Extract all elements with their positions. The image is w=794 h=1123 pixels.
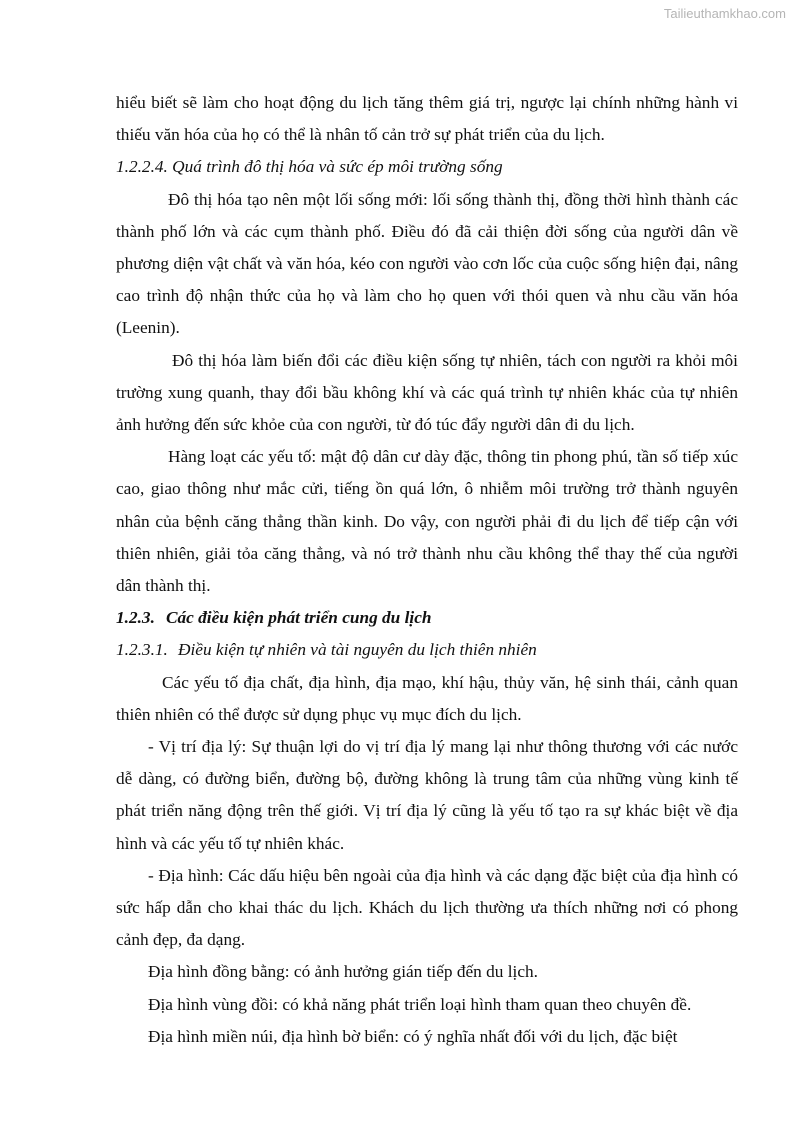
watermark: Tailieuthamkhao.com xyxy=(663,6,786,21)
paragraph: Đô thị hóa tạo nên một lối sống mới: lối sống thành thị, đồng thời hình thành các thành phố lớn và các cụm thành phố. Điều đó đã cải thiện đời sống của người dân về phương diện vật chất và văn hóa, kéo con người vào cơn lốc của cuộc sống hiện đại, nâng cao trình độ nhận thức của họ và làm cho họ quen với thói quen và nhu cầu văn hóa (Leenin). xyxy=(116,189,738,338)
paragraph: hiểu biết sẽ làm cho hoạt động du lịch tăng thêm giá trị, ngược lại chính những hành vi thiếu văn hóa của họ có thể là nhân tố cản trở sự phát triển của du lịch. xyxy=(116,93,738,145)
paragraph: Địa hình đồng bằng: có ảnh hưởng gián tiếp đến du lịch. xyxy=(148,962,538,982)
paragraph: Địa hình vùng đồi: có khả năng phát triển loại hình tham quan theo chuyên đề. xyxy=(148,994,692,1014)
subsection-title: Điều kiện tự nhiên và tài nguyên du lịch thiên nhiên xyxy=(178,640,537,660)
section-number: 1.2.3. xyxy=(116,608,155,628)
document-page xyxy=(116,87,738,1053)
paragraph: Hàng loạt các yếu tố: mật độ dân cư dày đặc, thông tin phong phú, tần số tiếp xúc cao, giao thông như mắc cửi, tiếng ồn quá lớn, ô nhiễm môi trường trở thành nguyên nhân của bệnh căng thẳng thần kinh. Do vậy, con người phải đi du lịch để tiếp cận với thiên nhiên, giải tỏa căng thẳng, và nó trở thành nhu cầu không thể thay thế của người dân thành thị. xyxy=(116,447,738,596)
subsection-heading: 1.2.2.4. Quá trình đô thị hóa và sức ép môi trường sống xyxy=(116,157,503,177)
paragraph: Địa hình miền núi, địa hình bờ biển: có ý nghĩa nhất đối với du lịch, đặc biệt xyxy=(148,1026,678,1046)
paragraph: Các yếu tố địa chất, địa hình, địa mạo, khí hậu, thủy văn, hệ sinh thái, cảnh quan thiên nhiên có thể được sử dụng phục vụ mục đích du lịch. xyxy=(116,672,738,724)
subsection-heading xyxy=(116,634,738,666)
section-title: Các điều kiện phát triển cung du lịch xyxy=(166,608,432,628)
subsection-number: 1.2.3.1. xyxy=(116,640,168,660)
list-item: - Địa hình: Các dấu hiệu bên ngoài của địa hình và các dạng đặc biệt của địa hình có sức hấp dẫn cho khai thác du lịch. Khách du lịch thường ưa thích những nơi có phong cảnh đẹp, đa dạng. xyxy=(116,865,738,950)
list-item: - Vị trí địa lý: Sự thuận lợi do vị trí địa lý mang lại như thông thương với các nước dễ dàng, có đường biển, đường bộ, đường không là trung tâm của những vùng kinh tế phát triển năng động trên thế giới. Vị trí địa lý cũng là yếu tố tạo ra sự khác biệt về địa hình và các yếu tố tự nhiên khác. xyxy=(116,737,738,853)
paragraph: Đô thị hóa làm biến đổi các điều kiện sống tự nhiên, tách con người ra khỏi môi trường xung quanh, thay đổi bầu không khí và các quá trình tự nhiên khác của tự nhiên ảnh hưởng đến sức khỏe của con người, từ đó túc đẩy người dân đi du lịch. xyxy=(116,350,738,435)
section-heading xyxy=(116,602,738,634)
